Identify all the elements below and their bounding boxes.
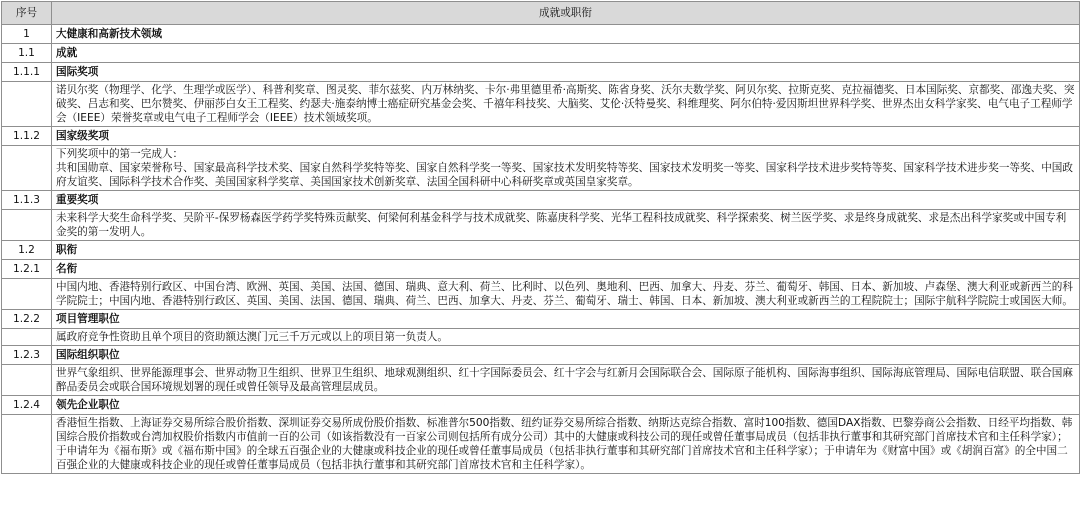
header-num: 序号 — [2, 2, 52, 25]
table-row — [2, 279, 1080, 310]
row-number-empty — [2, 365, 52, 396]
row-title: 职衔 — [52, 241, 1080, 260]
table-row — [2, 25, 1080, 44]
row-description: 诺贝尔奖（物理学、化学、生理学或医学）、科普利奖章、图灵奖、菲尔兹奖、内万林纳奖、卡尔·弗里德里希·高斯奖、陈省身奖、沃尔夫数学奖、阿贝尔奖、拉斯克奖、克拉福德奖、日本国际奖、京都奖、邵逸夫奖、突破奖、吕志和奖、巴尔赞奖、伊丽莎白女王工程奖、约瑟夫·施泰纳博士癌症研究基金会奖、千禧年科技奖、大脑奖、艾伦·沃特曼奖、科维理奖、阿尔伯特·爱因斯坦世界科学奖、世界杰出女科学家奖、电气电子工程师学会（IEEE）荣誉奖章或电气电子工程师学会（IEEE）技术领域奖项。 — [52, 82, 1080, 127]
table-row — [2, 210, 1080, 241]
row-number: 1.2 — [2, 241, 52, 260]
row-number: 1.2.2 — [2, 310, 52, 329]
row-number: 1.2.4 — [2, 396, 52, 415]
row-description: 下列奖项中的第一完成人： 共和国勋章、国家荣誉称号、国家最高科学技术奖、国家自然科学奖特等奖、国家自然科学奖一等奖、国家技术发明奖特等奖、国家技术发明奖一等奖、国家科学技术进步奖特等奖、国家科学技术进步奖一等奖、中国政府友谊奖、国际科学技术合作奖、美国国家科学奖章、美国国家技术创新奖章、法国全国科研中心科研奖章或英国皇家奖章。 — [52, 146, 1080, 191]
row-description: 香港恒生指数、上海证券交易所综合股价指数、深圳证券交易所成份股价指数、标准普尔500指数、纽约证券交易所综合指数、纳斯达克综合指数、富时100指数、德国DAX指数、巴黎券商公会指数、日经平均指数、韩国综合股价指数或台湾加权股价指数内市值前一百的公司（如该指数没有一百家公司则包括所有成分公司）其中的大健康或科技公司的现任或曾任董事局成员（包括非执行董事和其研究部门首席技术官和主任科学家）；于申请年为《福布斯》或《福布斯中国》的全球五百强企业的大健康或科技企业的现任或曾任董事局成员（包括非执行董事和其研究部门首席技术官和主任科学家）；于申请年为《财富中国》或《胡润百富》的全中国二百强企业的大健康或科技企业的现任或曾任董事局成员（包括非执行董事和其研究部门首席技术官和主任科学家）。 — [52, 415, 1080, 474]
table-row — [2, 310, 1080, 329]
table-row — [2, 82, 1080, 127]
row-description: 未来科学大奖生命科学奖、吴阶平-保罗杨森医学药学奖特殊贡献奖、何梁何利基金科学与技术成就奖、陈嘉庚科学奖、光华工程科技成就奖、科学探索奖、树兰医学奖、求是终身成就奖、求是杰出科学家奖或中国专利金奖的第一发明人。 — [52, 210, 1080, 241]
row-title: 国际奖项 — [52, 63, 1080, 82]
row-number-empty — [2, 210, 52, 241]
row-number: 1.1.3 — [2, 191, 52, 210]
table-row — [2, 191, 1080, 210]
table-row — [2, 146, 1080, 191]
table-row — [2, 329, 1080, 346]
table-body — [2, 25, 1080, 474]
row-number-empty — [2, 82, 52, 127]
table-row — [2, 63, 1080, 82]
row-number-empty — [2, 329, 52, 346]
row-number: 1.2.1 — [2, 260, 52, 279]
row-title: 成就 — [52, 44, 1080, 63]
table-row — [2, 346, 1080, 365]
row-title: 项目管理职位 — [52, 310, 1080, 329]
table-row — [2, 44, 1080, 63]
row-number: 1.1.2 — [2, 127, 52, 146]
row-title: 重要奖项 — [52, 191, 1080, 210]
row-number: 1 — [2, 25, 52, 44]
row-number-empty — [2, 146, 52, 191]
row-title: 名衔 — [52, 260, 1080, 279]
row-description: 属政府竞争性资助且单个项目的资助额达澳门元三千万元或以上的项目第一负责人。 — [52, 329, 1080, 346]
header-body: 成就或职衔 — [52, 2, 1080, 25]
achievements-table — [1, 1, 1080, 474]
table-header-row — [2, 2, 1080, 25]
row-number-empty — [2, 279, 52, 310]
row-number: 1.2.3 — [2, 346, 52, 365]
row-title: 国家级奖项 — [52, 127, 1080, 146]
row-title: 领先企业职位 — [52, 396, 1080, 415]
table-row — [2, 127, 1080, 146]
table-row — [2, 365, 1080, 396]
table-row — [2, 241, 1080, 260]
row-description: 中国内地、香港特别行政区、中国台湾、欧洲、英国、美国、法国、德国、瑞典、意大利、荷兰、比利时、以色列、奥地利、巴西、加拿大、丹麦、芬兰、葡萄牙、韩国、日本、新加坡、卢森堡、澳大利亚或新西兰的科学院院士；中国内地、香港特别行政区、英国、美国、法国、德国、瑞典、荷兰、巴西、加拿大、丹麦、芬兰、葡萄牙、瑞士、韩国、日本、新加坡、澳大利亚或新西兰的工程院院士；国际宇航科学院院士或国医大师。 — [52, 279, 1080, 310]
row-title: 大健康和高新技术领域 — [52, 25, 1080, 44]
row-number: 1.1.1 — [2, 63, 52, 82]
table-row — [2, 396, 1080, 415]
row-description: 世界气象组织、世界能源理事会、世界动物卫生组织、世界卫生组织、地球观测组织、红十字国际委员会、红十字会与红新月会国际联合会、国际原子能机构、国际海事组织、国际海底管理局、国际电信联盟、联合国麻醉品委员会或联合国环境规划署的现任或曾任领导及最高管理层成员。 — [52, 365, 1080, 396]
table-row — [2, 415, 1080, 474]
row-number: 1.1 — [2, 44, 52, 63]
row-number-empty — [2, 415, 52, 474]
row-title: 国际组织职位 — [52, 346, 1080, 365]
table-row — [2, 260, 1080, 279]
